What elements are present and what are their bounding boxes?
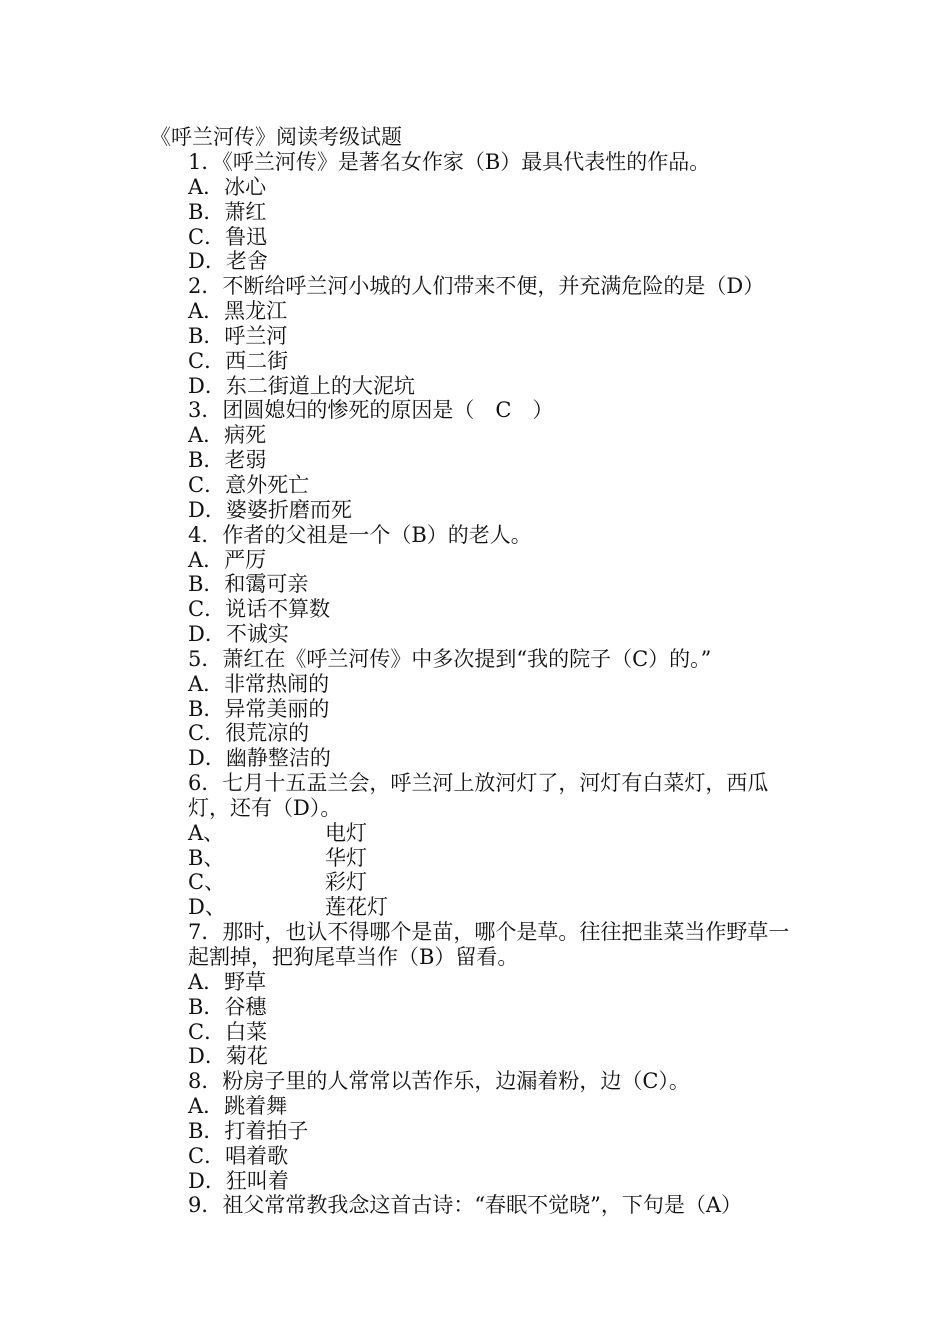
q5-option-b: B．异常美丽的 <box>188 696 330 721</box>
q6-question-line1: 6．七月十五盂兰会，呼兰河上放河灯了，河灯有白菜灯，西瓜 <box>188 771 769 796</box>
q4-option-c: C．说话不算数 <box>188 597 331 622</box>
q6-option-b-label: B、 <box>188 845 225 870</box>
q5-option-a: A．非常热闹的 <box>188 671 330 696</box>
q7-option-c: C．白菜 <box>188 1019 268 1044</box>
q6-question-line2: 灯，还有（D）。 <box>188 795 342 820</box>
q5-question: 5．萧红在《呼兰河传》中多次提到“我的院子（C）的。” <box>188 646 712 671</box>
q5-option-c: C．很荒凉的 <box>188 721 310 746</box>
q2-option-b: B．呼兰河 <box>188 323 288 348</box>
document-title: 《呼兰河传》阅读考级试题 <box>150 125 402 149</box>
q7-question-line2: 起割掉，把狗尾草当作（B）留看。 <box>188 945 519 969</box>
q7-question-line1: 7．那时，也认不得哪个是苗，哪个是草。往往把韭菜当作野草一 <box>188 920 790 945</box>
q8-option-c: C．唱着歌 <box>188 1143 289 1168</box>
q4-option-a: A．严厉 <box>188 547 267 572</box>
q6-option-d-text: 莲花灯 <box>325 895 388 920</box>
q3-option-d: D．婆婆折磨而死 <box>188 497 352 522</box>
q1-option-c: C．鲁迅 <box>188 224 268 249</box>
q6-option-c-text: 彩灯 <box>325 870 367 895</box>
q7-option-d: D．菊花 <box>188 1044 268 1069</box>
q1-option-b: B．萧红 <box>188 199 267 224</box>
q9-question: 9．祖父常常教我念这首古诗：“春眠不觉晓”，下句是（A） <box>188 1193 742 1218</box>
q8-option-b: B．打着拍子 <box>188 1118 309 1143</box>
q1-option-d: D．老舍 <box>188 249 268 274</box>
q6-option-b-text: 华灯 <box>325 845 367 870</box>
q6-option-d <box>188 895 818 920</box>
q8-option-d: D．狂叫着 <box>188 1168 289 1193</box>
q6-option-a-text: 电灯 <box>325 820 367 845</box>
q2-option-d: D．东二街道上的大泥坑 <box>188 373 415 398</box>
q4-option-d: D．不诚实 <box>188 622 289 647</box>
q4-option-b: B．和霭可亲 <box>188 572 309 597</box>
q7-option-a: A．野草 <box>188 969 267 994</box>
q1-question: 1．《呼兰河传》是著名女作家（B）最具代表性的作品。 <box>188 150 711 174</box>
q3-option-a: A．病死 <box>188 423 267 448</box>
q5-option-d: D．幽静整洁的 <box>188 746 331 771</box>
q4-question: 4．作者的父祖是一个（B）的老人。 <box>188 522 532 547</box>
q3-option-c: C．意外死亡 <box>188 472 310 497</box>
q8-option-a: A．跳着舞 <box>188 1094 288 1119</box>
q2-question: 2．不断给呼兰河小城的人们带来不便，并充满危险的是（D） <box>188 274 765 299</box>
q3-option-b: B．老弱 <box>188 448 267 473</box>
q6-option-a-label: A、 <box>188 820 225 845</box>
q6-option-c-label: C、 <box>188 870 226 895</box>
question-body <box>188 150 818 1218</box>
q6-option-c <box>188 870 818 895</box>
q6-option-b <box>188 846 818 871</box>
q2-option-a: A．黑龙江 <box>188 299 288 324</box>
q6-option-d-label: D、 <box>188 895 226 920</box>
q6-option-a <box>188 821 818 846</box>
q2-option-c: C．西二街 <box>188 348 289 373</box>
q3-question: 3．团圆媳妇的惨死的原因是（ C ） <box>188 398 554 423</box>
q1-option-a: A．冰心 <box>188 174 267 199</box>
q7-option-b: B．谷穗 <box>188 994 267 1019</box>
q8-question: 8．粉房子里的人常常以苦作乐，边漏着粉，边（C）。 <box>188 1069 690 1094</box>
